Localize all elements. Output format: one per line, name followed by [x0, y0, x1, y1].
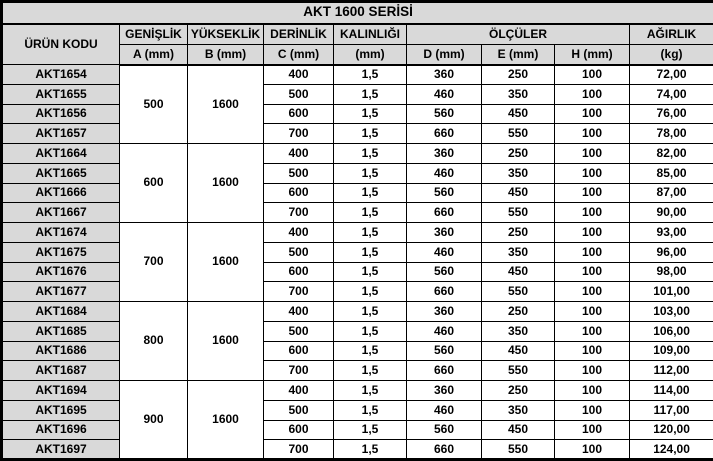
table-row — [2, 440, 713, 460]
dim-d-cell: 560 — [407, 420, 482, 440]
product-code-cell: AKT1665 — [2, 163, 120, 183]
table-row — [2, 262, 713, 282]
thickness-cell: 1,5 — [334, 242, 407, 262]
dim-e-cell: 250 — [482, 223, 555, 243]
title-row — [2, 2, 713, 24]
width-a-cell: 800 — [120, 302, 188, 381]
table-body — [2, 65, 713, 460]
dim-d-cell: 660 — [407, 282, 482, 302]
weight-cell: 120,00 — [630, 420, 713, 440]
col-subheader-height-b: B (mm) — [188, 45, 264, 65]
depth-c-cell: 500 — [264, 400, 334, 420]
header-row-main — [2, 24, 713, 45]
dim-d-cell: 660 — [407, 361, 482, 381]
table-row — [2, 341, 713, 361]
dim-d-cell: 460 — [407, 163, 482, 183]
thickness-cell: 1,5 — [334, 361, 407, 381]
product-code-cell: AKT1657 — [2, 124, 120, 144]
dim-d-cell: 460 — [407, 321, 482, 341]
dim-e-cell: 550 — [482, 124, 555, 144]
dim-d-cell: 360 — [407, 144, 482, 164]
dim-d-cell: 660 — [407, 124, 482, 144]
table-row — [2, 65, 713, 85]
dim-e-cell: 250 — [482, 144, 555, 164]
table-row — [2, 124, 713, 144]
col-subheader-dim-e: E (mm) — [482, 45, 555, 65]
depth-c-cell: 400 — [264, 223, 334, 243]
col-subheader-width-a: A (mm) — [120, 45, 188, 65]
depth-c-cell: 400 — [264, 65, 334, 85]
weight-cell: 90,00 — [630, 203, 713, 223]
dim-e-cell: 250 — [482, 381, 555, 401]
weight-cell: 72,00 — [630, 65, 713, 85]
product-code-cell: AKT1684 — [2, 302, 120, 322]
thickness-cell: 1,5 — [334, 65, 407, 85]
product-code-cell: AKT1674 — [2, 223, 120, 243]
col-header-product-code: ÜRÜN KODU — [2, 24, 120, 65]
thickness-cell: 1,5 — [334, 203, 407, 223]
dim-h-cell: 100 — [555, 163, 630, 183]
height-b-cell: 1600 — [188, 302, 264, 381]
col-subheader-depth-c: C (mm) — [264, 45, 334, 65]
product-code-cell: AKT1664 — [2, 144, 120, 164]
col-subheader-thickness-mm: (mm) — [334, 45, 407, 65]
product-code-cell: AKT1676 — [2, 262, 120, 282]
width-a-cell: 900 — [120, 381, 188, 460]
dim-h-cell: 100 — [555, 104, 630, 124]
product-code-cell: AKT1675 — [2, 242, 120, 262]
width-a-cell: 500 — [120, 65, 188, 144]
dim-d-cell: 560 — [407, 104, 482, 124]
table-row — [2, 381, 713, 401]
dim-h-cell: 100 — [555, 341, 630, 361]
thickness-cell: 1,5 — [334, 321, 407, 341]
product-code-cell: AKT1656 — [2, 104, 120, 124]
table-row — [2, 84, 713, 104]
product-code-cell: AKT1654 — [2, 65, 120, 85]
table-row — [2, 302, 713, 322]
product-code-cell: AKT1696 — [2, 420, 120, 440]
thickness-cell: 1,5 — [334, 440, 407, 460]
table-row — [2, 400, 713, 420]
depth-c-cell: 700 — [264, 440, 334, 460]
dim-e-cell: 550 — [482, 361, 555, 381]
weight-cell: 112,00 — [630, 361, 713, 381]
dim-h-cell: 100 — [555, 282, 630, 302]
thickness-cell: 1,5 — [334, 104, 407, 124]
table-title: AKT 1600 SERİSİ — [2, 2, 713, 24]
height-b-cell: 1600 — [188, 223, 264, 302]
dim-h-cell: 100 — [555, 440, 630, 460]
dim-h-cell: 100 — [555, 144, 630, 164]
dim-d-cell: 460 — [407, 242, 482, 262]
dim-h-cell: 100 — [555, 203, 630, 223]
depth-c-cell: 700 — [264, 282, 334, 302]
dim-d-cell: 360 — [407, 223, 482, 243]
thickness-cell: 1,5 — [334, 282, 407, 302]
depth-c-cell: 500 — [264, 163, 334, 183]
dim-h-cell: 100 — [555, 242, 630, 262]
depth-c-cell: 400 — [264, 302, 334, 322]
depth-c-cell: 600 — [264, 183, 334, 203]
col-header-weight: AĞIRLIK — [630, 24, 713, 45]
table-row — [2, 321, 713, 341]
col-header-dimensions: ÖLÇÜLER — [407, 24, 630, 45]
width-a-cell: 600 — [120, 144, 188, 223]
thickness-cell: 1,5 — [334, 163, 407, 183]
dim-d-cell: 360 — [407, 302, 482, 322]
width-a-cell: 700 — [120, 223, 188, 302]
weight-cell: 78,00 — [630, 124, 713, 144]
product-code-cell: AKT1667 — [2, 203, 120, 223]
table-header — [2, 2, 713, 65]
weight-cell: 101,00 — [630, 282, 713, 302]
dim-d-cell: 460 — [407, 400, 482, 420]
weight-cell: 117,00 — [630, 400, 713, 420]
thickness-cell: 1,5 — [334, 84, 407, 104]
weight-cell: 85,00 — [630, 163, 713, 183]
table-row — [2, 144, 713, 164]
col-header-height: YÜKSEKLİK — [188, 24, 264, 45]
dim-h-cell: 100 — [555, 223, 630, 243]
depth-c-cell: 600 — [264, 420, 334, 440]
thickness-cell: 1,5 — [334, 400, 407, 420]
weight-cell: 98,00 — [630, 262, 713, 282]
dim-e-cell: 250 — [482, 65, 555, 85]
table-row — [2, 223, 713, 243]
thickness-cell: 1,5 — [334, 262, 407, 282]
thickness-cell: 1,5 — [334, 124, 407, 144]
product-code-cell: AKT1655 — [2, 84, 120, 104]
dim-h-cell: 100 — [555, 361, 630, 381]
thickness-cell: 1,5 — [334, 420, 407, 440]
weight-cell: 96,00 — [630, 242, 713, 262]
weight-cell: 76,00 — [630, 104, 713, 124]
thickness-cell: 1,5 — [334, 144, 407, 164]
weight-cell: 106,00 — [630, 321, 713, 341]
product-code-cell: AKT1666 — [2, 183, 120, 203]
weight-cell: 103,00 — [630, 302, 713, 322]
product-code-cell: AKT1695 — [2, 400, 120, 420]
product-code-cell: AKT1677 — [2, 282, 120, 302]
depth-c-cell: 400 — [264, 381, 334, 401]
weight-cell: 82,00 — [630, 144, 713, 164]
dim-h-cell: 100 — [555, 183, 630, 203]
dim-d-cell: 560 — [407, 262, 482, 282]
dim-h-cell: 100 — [555, 302, 630, 322]
depth-c-cell: 600 — [264, 341, 334, 361]
depth-c-cell: 400 — [264, 144, 334, 164]
thickness-cell: 1,5 — [334, 183, 407, 203]
depth-c-cell: 600 — [264, 104, 334, 124]
table-row — [2, 242, 713, 262]
dim-h-cell: 100 — [555, 65, 630, 85]
weight-cell: 114,00 — [630, 381, 713, 401]
weight-cell: 87,00 — [630, 183, 713, 203]
product-code-cell: AKT1694 — [2, 381, 120, 401]
height-b-cell: 1600 — [188, 381, 264, 460]
height-b-cell: 1600 — [188, 65, 264, 144]
weight-cell: 93,00 — [630, 223, 713, 243]
thickness-cell: 1,5 — [334, 223, 407, 243]
dim-d-cell: 360 — [407, 65, 482, 85]
table-row — [2, 183, 713, 203]
dim-h-cell: 100 — [555, 400, 630, 420]
dim-e-cell: 450 — [482, 262, 555, 282]
dim-e-cell: 550 — [482, 440, 555, 460]
dim-d-cell: 660 — [407, 203, 482, 223]
depth-c-cell: 600 — [264, 262, 334, 282]
product-code-cell: AKT1697 — [2, 440, 120, 460]
dim-e-cell: 350 — [482, 84, 555, 104]
depth-c-cell: 700 — [264, 361, 334, 381]
dim-d-cell: 360 — [407, 381, 482, 401]
thickness-cell: 1,5 — [334, 381, 407, 401]
dim-e-cell: 350 — [482, 321, 555, 341]
dim-e-cell: 450 — [482, 104, 555, 124]
dim-d-cell: 460 — [407, 84, 482, 104]
dim-e-cell: 550 — [482, 203, 555, 223]
dim-e-cell: 550 — [482, 282, 555, 302]
dim-d-cell: 660 — [407, 440, 482, 460]
product-code-cell: AKT1687 — [2, 361, 120, 381]
dim-d-cell: 560 — [407, 341, 482, 361]
dim-e-cell: 450 — [482, 183, 555, 203]
dim-e-cell: 250 — [482, 302, 555, 322]
table-row — [2, 104, 713, 124]
table-row — [2, 282, 713, 302]
dim-h-cell: 100 — [555, 381, 630, 401]
table-row — [2, 420, 713, 440]
depth-c-cell: 500 — [264, 84, 334, 104]
col-header-depth: DERİNLİK — [264, 24, 334, 45]
col-header-thickness: KALINLIĞI — [334, 24, 407, 45]
dim-h-cell: 100 — [555, 420, 630, 440]
col-subheader-dim-d: D (mm) — [407, 45, 482, 65]
dim-d-cell: 560 — [407, 183, 482, 203]
depth-c-cell: 500 — [264, 242, 334, 262]
weight-cell: 109,00 — [630, 341, 713, 361]
col-subheader-weight-kg: (kg) — [630, 45, 713, 65]
dim-h-cell: 100 — [555, 124, 630, 144]
dim-e-cell: 350 — [482, 242, 555, 262]
depth-c-cell: 700 — [264, 203, 334, 223]
col-subheader-dim-h: H (mm) — [555, 45, 630, 65]
dim-h-cell: 100 — [555, 84, 630, 104]
table-row — [2, 163, 713, 183]
table-row — [2, 361, 713, 381]
depth-c-cell: 500 — [264, 321, 334, 341]
weight-cell: 74,00 — [630, 84, 713, 104]
dim-h-cell: 100 — [555, 321, 630, 341]
dim-h-cell: 100 — [555, 262, 630, 282]
thickness-cell: 1,5 — [334, 302, 407, 322]
depth-c-cell: 700 — [264, 124, 334, 144]
weight-cell: 124,00 — [630, 440, 713, 460]
col-header-width: GENİŞLİK — [120, 24, 188, 45]
dim-e-cell: 450 — [482, 341, 555, 361]
dim-e-cell: 450 — [482, 420, 555, 440]
thickness-cell: 1,5 — [334, 341, 407, 361]
product-code-cell: AKT1686 — [2, 341, 120, 361]
table-row — [2, 203, 713, 223]
product-code-cell: AKT1685 — [2, 321, 120, 341]
height-b-cell: 1600 — [188, 144, 264, 223]
dim-e-cell: 350 — [482, 163, 555, 183]
dim-e-cell: 350 — [482, 400, 555, 420]
